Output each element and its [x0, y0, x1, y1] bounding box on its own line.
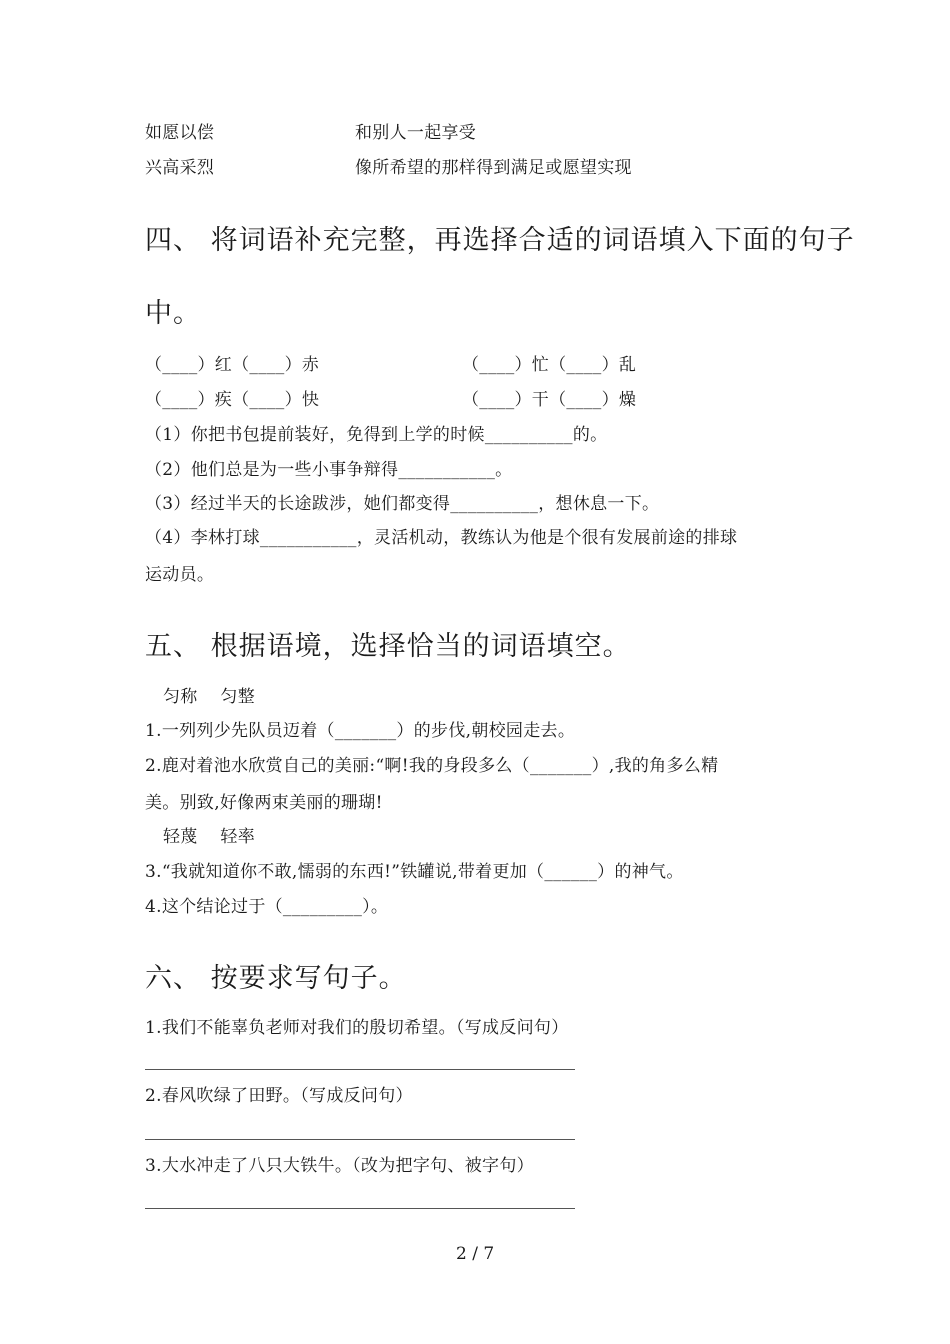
s6-question-1: 1.我们不能辜负老师对我们的殷切希望。（写成反问句） [145, 1018, 569, 1038]
idiom-blank-4: （____）干（____）燥 [462, 390, 637, 410]
answer-line-3[interactable] [145, 1208, 575, 1209]
s6-question-3: 3.大水冲走了八只大铁牛。（改为把字句、被字句） [145, 1156, 534, 1176]
s5-question-2: 2.鹿对着池水欣赏自己的美丽:“啊!我的身段多么（_______）,我的角多么精 [145, 756, 719, 776]
s5-question-4: 4.这个结论过于（_________）。 [145, 897, 389, 917]
s4-sentence-3: （3）经过半天的长途跋涉，她们都变得__________，想休息一下。 [145, 494, 660, 514]
idiom-blank-1: （____）红（____）赤 [145, 355, 320, 375]
s5-question-1: 1.一列列少先队员迈着（_______）的步伐,朝校园走去。 [145, 721, 576, 741]
s4-sentence-4-cont: 运动员。 [145, 565, 215, 585]
match-meaning-2: 像所希望的那样得到满足或愿望实现 [355, 158, 632, 178]
s4-sentence-4: （4）李林打球___________，灵活机动，教练认为他是个很有发展前途的排球 [145, 528, 738, 548]
s5-question-2-cont: 美。别致,好像两束美丽的珊瑚! [145, 793, 383, 813]
word-choice-group-2: 轻蔑 轻率 [163, 827, 256, 847]
answer-line-1[interactable] [145, 1069, 575, 1070]
word-choice-group-1: 匀称 匀整 [163, 687, 256, 707]
idiom-blank-3: （____）疾（____）快 [145, 390, 320, 410]
s5-question-3: 3.“我就知道你不敢,懦弱的东西!”铁罐说,带着更加（______）的神气。 [145, 862, 684, 882]
section-6-heading: 六、 按要求写句子。 [145, 963, 407, 994]
match-word-2: 兴高采烈 [145, 158, 215, 178]
section-5-heading: 五、 根据语境，选择恰当的词语填空。 [145, 631, 631, 662]
idiom-blank-2: （____）忙（____）乱 [462, 355, 637, 375]
answer-line-2[interactable] [145, 1139, 575, 1140]
match-word-1: 如愿以偿 [145, 123, 215, 143]
section-4-heading: 四、 将词语补充完整，再选择合适的词语填入下面的句子 [145, 225, 855, 256]
s6-question-2: 2.春风吹绿了田野。（写成反问句） [145, 1086, 413, 1106]
match-meaning-1: 和别人一起享受 [355, 123, 477, 143]
s4-sentence-1: （1）你把书包提前装好，免得到上学的时候__________的。 [145, 425, 608, 445]
s4-sentence-2: （2）他们总是为一些小事争辩得___________。 [145, 460, 513, 480]
page-number: 2 / 7 [456, 1244, 495, 1264]
section-4-heading-cont: 中。 [145, 298, 201, 329]
